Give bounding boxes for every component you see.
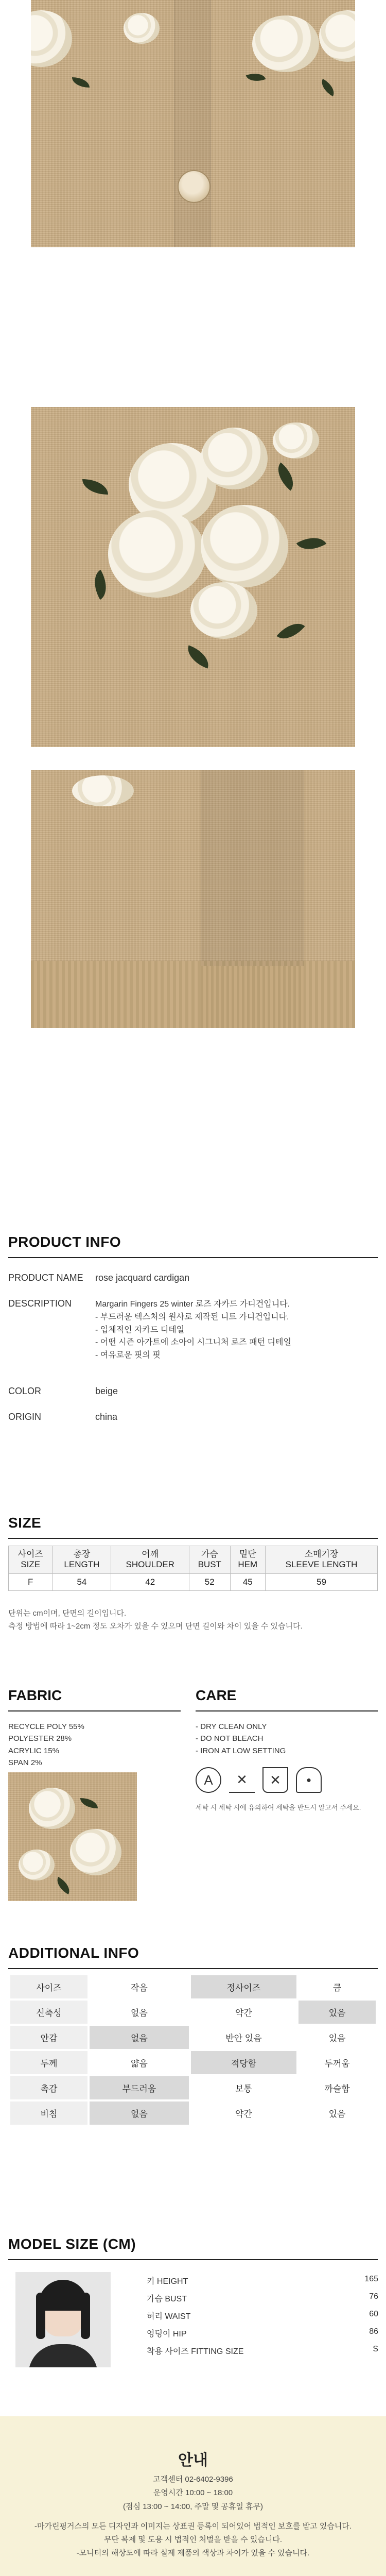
option-cell: 약간 bbox=[191, 2001, 296, 2024]
care-title: CARE bbox=[196, 1687, 237, 1703]
size-title: SIZE bbox=[8, 1515, 42, 1531]
length-cell: 54 bbox=[52, 1573, 111, 1590]
button-detail bbox=[178, 170, 210, 203]
care-note: 세탁 시 세탁 시에 유의하여 세탁을 반드시 알고서 주세요. bbox=[196, 1804, 361, 1811]
model-hip-row: 엉덩이 HIP 86 bbox=[147, 2327, 378, 2338]
row-label: 촉감 bbox=[10, 2076, 87, 2099]
model-photo bbox=[15, 2272, 111, 2367]
option-cell: 반안 있음 bbox=[191, 2026, 296, 2049]
notice-section bbox=[0, 2416, 386, 2576]
option-cell: 있음 bbox=[299, 2026, 376, 2049]
care-item: - DRY CLEAN ONLY bbox=[196, 1722, 267, 1731]
divider bbox=[8, 1538, 378, 1539]
table-row bbox=[10, 1975, 376, 1998]
row-label: 사이즈 bbox=[10, 1975, 87, 1998]
row-label: 두께 bbox=[10, 2051, 87, 2074]
product-photo-sleeve bbox=[31, 770, 355, 1028]
size-note-1: 단위는 cm이며, 단면의 길이입니다. bbox=[8, 1609, 127, 1618]
divider bbox=[8, 1968, 378, 1969]
no-wash-icon: ✕ bbox=[262, 1767, 288, 1793]
origin-label: ORIGIN bbox=[8, 1412, 42, 1422]
option-cell-selected: 부드러움 bbox=[90, 2076, 189, 2099]
dry-clean-icon: A bbox=[196, 1767, 221, 1793]
option-cell: 두꺼움 bbox=[299, 2051, 376, 2074]
option-cell-selected: 정사이즈 bbox=[191, 1975, 296, 1998]
option-cell: 까슬함 bbox=[299, 2076, 376, 2099]
size-header-cell: 소매기장 SLEEVE LENGTH bbox=[266, 1546, 378, 1574]
row-label: 신축성 bbox=[10, 2001, 87, 2024]
option-cell: 작음 bbox=[90, 1975, 189, 1998]
table-row bbox=[10, 2051, 376, 2074]
care-item: - DO NOT BLEACH bbox=[196, 1734, 264, 1743]
size-header-cell: 밑단 HEM bbox=[230, 1546, 265, 1574]
option-cell: 약간 bbox=[191, 2102, 296, 2125]
option-cell-selected: 적당함 bbox=[191, 2051, 296, 2074]
iron-low-icon: • bbox=[296, 1767, 322, 1793]
description-label: DESCRIPTION bbox=[8, 1298, 72, 1309]
fabric-item: ACRYLIC 15% bbox=[8, 1746, 59, 1755]
option-cell-selected: 없음 bbox=[90, 2026, 189, 2049]
size-note-2: 측정 방법에 따라 1~2cm 정도 오차가 있을 수 있으며 단면 길이와 차이 있을 수 있습니다. bbox=[8, 1622, 303, 1631]
description-value: Margarin Fingers 25 winter 로즈 자카드 가디건입니다. - 부드러운 텍스처의 원사로 제작된 니트 가디건입니다. - 입체적인 자카드 디테일 - 어떤 시즌 아가트에 소아이 시그니처 로즈 패턴 디테일 - 여유로운 핏의 핏 bbox=[95, 1300, 291, 1360]
additional-info-table bbox=[8, 1973, 378, 2127]
model-fitting-row: 착용 사이즈 FITTING SIZE S bbox=[147, 2345, 378, 2356]
option-cell: 큼 bbox=[299, 1975, 376, 1998]
guide-title: 안내 bbox=[178, 2452, 208, 2469]
row-label: 비침 bbox=[10, 2102, 87, 2125]
model-size-title: MODEL SIZE (CM) bbox=[8, 2236, 136, 2252]
option-cell-selected: 있음 bbox=[299, 2001, 376, 2024]
fabric-item: RECYCLE POLY 55% bbox=[8, 1722, 84, 1731]
sleeve-cell: 59 bbox=[266, 1573, 378, 1590]
product-info-title: PRODUCT INFO bbox=[8, 1234, 121, 1250]
fabric-title: FABRIC bbox=[8, 1687, 62, 1703]
option-cell: 얇음 bbox=[90, 2051, 189, 2074]
size-header-cell: 어깨 SHOULDER bbox=[111, 1546, 189, 1574]
origin-value: china bbox=[95, 1412, 118, 1422]
care-list bbox=[196, 1721, 286, 1757]
fabric-item: SPAN 2% bbox=[8, 1758, 42, 1767]
model-waist-row: 허리 WAIST 60 bbox=[147, 2310, 378, 2321]
no-bleach-icon: ✕ bbox=[229, 1767, 255, 1793]
shoulder-cell: 42 bbox=[111, 1573, 189, 1590]
product-photo-jacquard bbox=[31, 407, 355, 747]
model-height-row: 키 HEIGHT 165 bbox=[147, 2275, 378, 2286]
size-table bbox=[8, 1546, 378, 1591]
care-item: - IRON AT LOW SETTING bbox=[196, 1746, 286, 1755]
hem-cell: 45 bbox=[230, 1573, 265, 1590]
size-header-cell: 총장 LENGTH bbox=[52, 1546, 111, 1574]
size-header-cell: 가슴 BUST bbox=[189, 1546, 230, 1574]
row-label: 안감 bbox=[10, 2026, 87, 2049]
size-cell: F bbox=[9, 1573, 52, 1590]
fabric-swatch bbox=[8, 1772, 137, 1901]
guide-text: 고객센터 02-6402-9396 운영시간 10:00 ~ 18:00 (점심 13:00 ~ 14:00, 주말 및 공휴일 휴무) -마가린핑거스의 모든 디자인과 이미지는 상표권 등록이 되어있어 법적인 보호를 받고 있습니다. 무단 복제 및 도용 시 법적인 처벌을 받을 수 있습니다. -모니터의 해상도에 따라 실제 제품의 색상과 차이가 있을 수 있습니다. bbox=[34, 2475, 352, 2558]
table-row bbox=[10, 2076, 376, 2099]
option-cell: 없음 bbox=[90, 2001, 189, 2024]
bust-cell: 52 bbox=[189, 1573, 230, 1590]
color-label: COLOR bbox=[8, 1386, 42, 1396]
product-name-value: rose jacquard cardigan bbox=[95, 1273, 190, 1283]
table-row bbox=[9, 1573, 378, 1590]
model-bust-row: 가슴 BUST 76 bbox=[147, 2292, 378, 2303]
table-row bbox=[10, 2026, 376, 2049]
size-header-cell: 사이즈 SIZE bbox=[9, 1546, 52, 1574]
additional-info-title: ADDITIONAL INFO bbox=[8, 1945, 139, 1961]
fabric-item: POLYESTER 28% bbox=[8, 1734, 72, 1743]
option-cell: 보통 bbox=[191, 2076, 296, 2099]
option-cell-selected: 없음 bbox=[90, 2102, 189, 2125]
divider bbox=[8, 1257, 378, 1258]
table-row bbox=[10, 2001, 376, 2024]
divider bbox=[196, 1710, 378, 1711]
divider bbox=[8, 1710, 181, 1711]
product-photo-front bbox=[31, 0, 355, 247]
option-cell: 있음 bbox=[299, 2102, 376, 2125]
product-name-label: PRODUCT NAME bbox=[8, 1273, 83, 1283]
size-table-header bbox=[9, 1546, 378, 1574]
color-value: beige bbox=[95, 1386, 118, 1396]
fabric-list bbox=[8, 1721, 84, 1769]
divider bbox=[8, 2259, 378, 2260]
table-row bbox=[10, 2102, 376, 2125]
model-size-list bbox=[147, 2275, 378, 2362]
